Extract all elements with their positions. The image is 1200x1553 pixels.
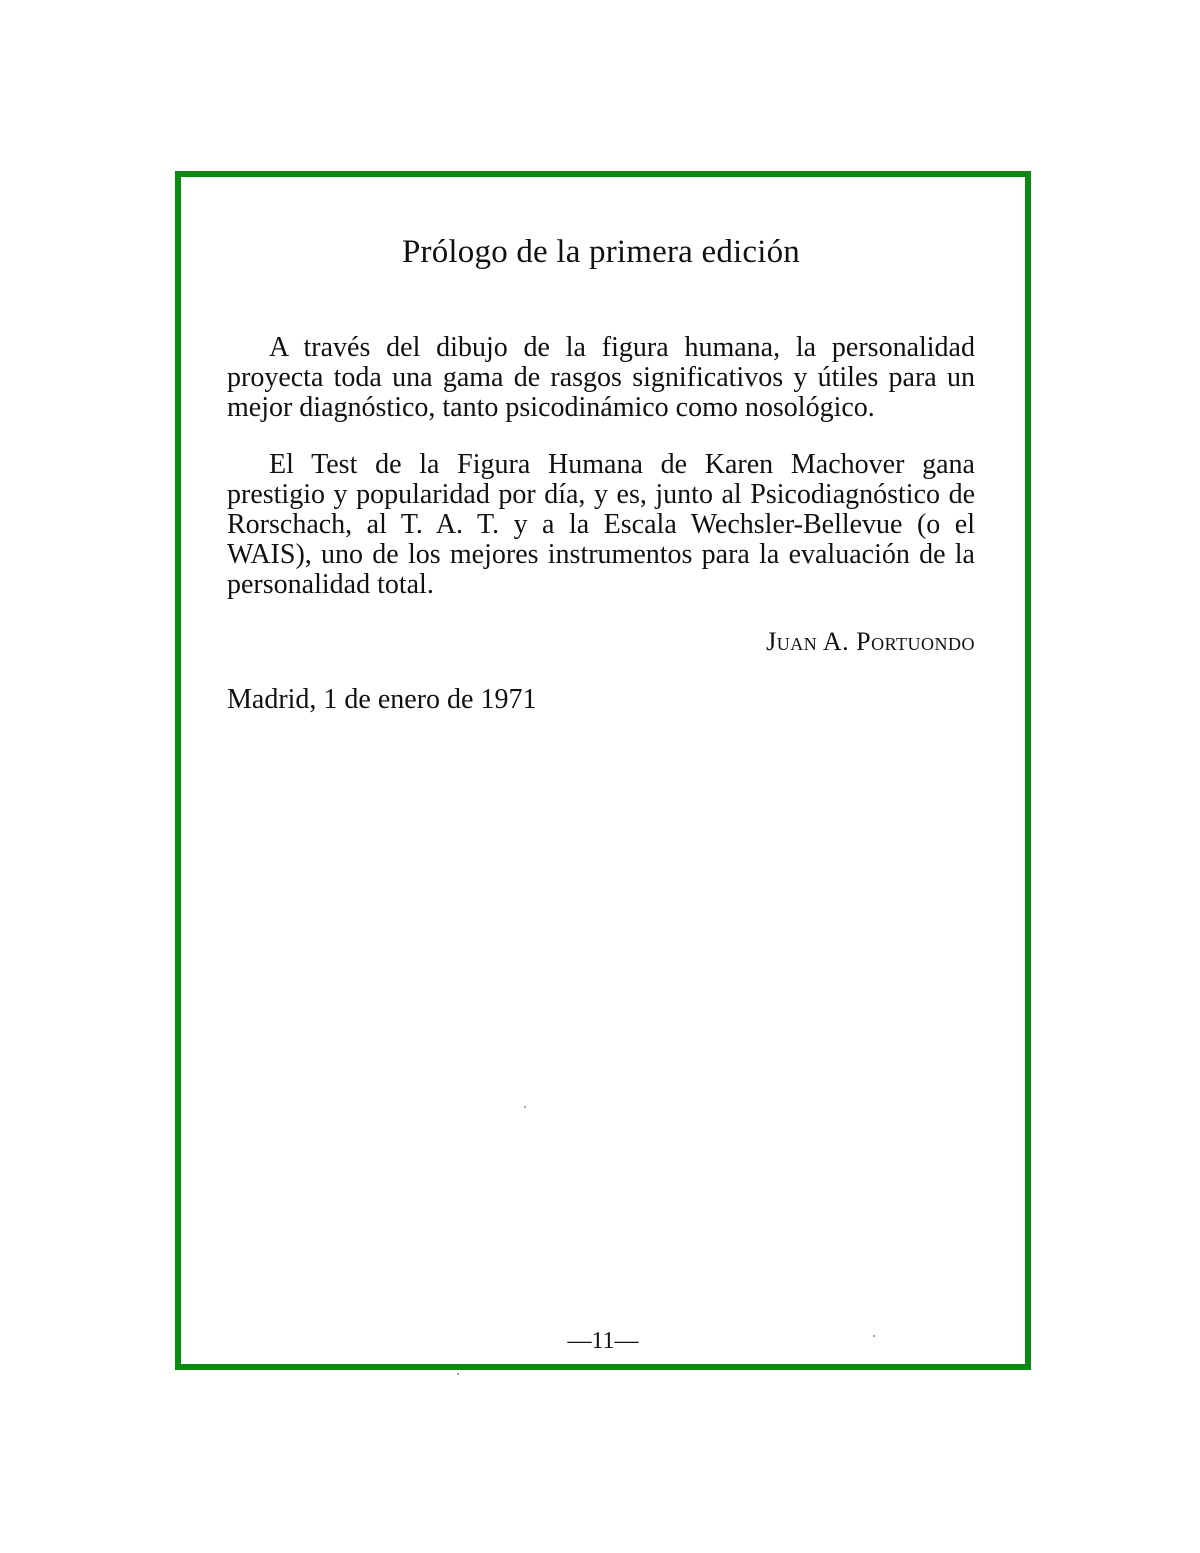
- scan-speck: [457, 1373, 459, 1375]
- scan-speck: [873, 1335, 875, 1337]
- page-title: Prólogo de la primera edición: [401, 234, 800, 270]
- paragraph-1: A través del dibujo de la figura humana, la personalidad proyecta toda una gama de rasgos significativos y útiles para un mejor diagnóstico, tanto psicodinámico como nosológico.: [227, 332, 975, 423]
- page-content: [227, 234, 975, 715]
- place-date: Madrid, 1 de enero de 1971: [227, 684, 537, 715]
- page-number: —11—: [567, 1328, 639, 1354]
- paragraph-2: El Test de la Figura Humana de Karen Machover gana prestigio y popularidad por día, y es, junto al Psicodiagnóstico de Rorschach, al T. A. T. y a la Escala Wechsler-Bellevue (o el WAIS), uno de los mejores instrumentos para la evaluación de la personalidad total.: [227, 449, 975, 600]
- scan-speck: [524, 1106, 526, 1108]
- author-signature: Juan A. Portuondo: [766, 627, 975, 656]
